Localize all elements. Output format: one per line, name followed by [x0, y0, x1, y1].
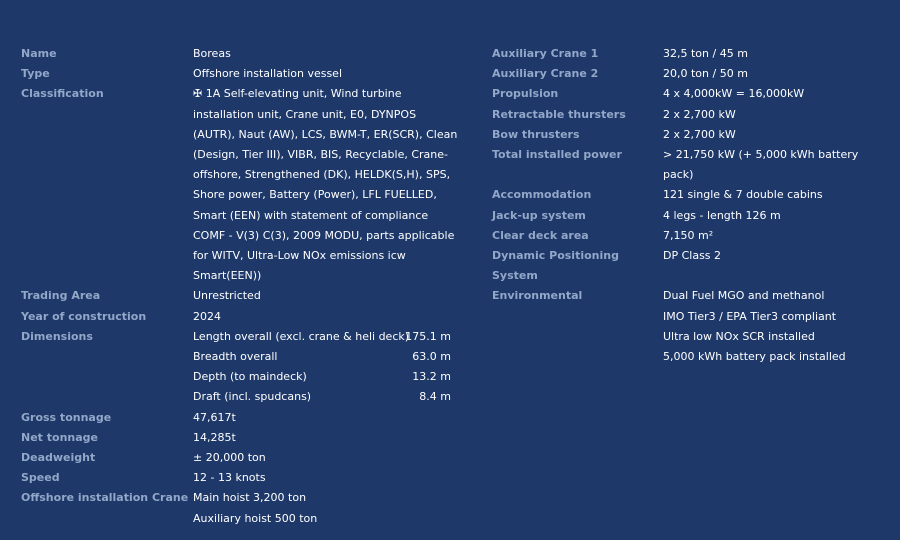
dimension-item — [193, 347, 459, 367]
row-installed-power — [492, 145, 892, 185]
year-value: 2024 — [193, 309, 221, 323]
dimension-label: Depth (to maindeck) — [193, 370, 307, 384]
bow-thrusters-label: Bow thrusters — [492, 127, 580, 141]
vessel-particulars-column — [21, 44, 461, 529]
aux-crane-1-value: 32,5 ton / 45 m — [663, 47, 748, 60]
row-net-tonnage — [21, 428, 461, 448]
offshore-crane-label: Offshore installation Crane — [21, 491, 189, 505]
row-classification — [21, 84, 461, 286]
row-deadweight — [21, 448, 461, 468]
row-offshore-crane — [21, 488, 461, 528]
row-accommodation — [492, 185, 892, 205]
dynamic-positioning-value: DP Class 2 — [663, 249, 722, 263]
trading-area-label: Trading Area — [21, 289, 101, 303]
dimension-label: Draft (incl. spudcans) — [193, 390, 312, 404]
aux-crane-2-label: Auxiliary Crane 2 — [492, 67, 599, 81]
deadweight-label: Deadweight — [21, 451, 96, 465]
environmental-item: Ultra low NOx SCR installed — [663, 329, 815, 343]
row-bow-thrusters — [492, 125, 892, 145]
offshore-crane-aux-hoist: Auxiliary hoist 500 ton — [193, 511, 318, 525]
row-clear-deck-area — [492, 226, 892, 246]
jackup-system-label: Jack-up system — [492, 208, 586, 222]
jackup-system-value: 4 legs - length 126 m — [663, 208, 781, 222]
dimension-value: 175.1 m — [405, 329, 451, 343]
environmental-item: IMO Tier3 / EPA Tier3 compliant — [663, 309, 837, 323]
retractable-thrusters-label: Retractable thursters — [492, 107, 626, 121]
row-dynamic-positioning — [492, 246, 892, 286]
classification-label: Classification — [21, 87, 104, 101]
type-value: Offshore installation vessel — [193, 67, 343, 81]
row-aux-crane-1 — [492, 44, 892, 64]
environmental-values — [663, 286, 846, 367]
gross-tonnage-label: Gross tonnage — [21, 410, 112, 424]
net-tonnage-value: 14,285t — [193, 430, 236, 444]
year-label: Year of construction — [21, 309, 147, 323]
type-label: Type — [21, 67, 50, 81]
bow-thrusters-value: 2 x 2,700 kW — [663, 127, 736, 141]
environmental-label: Environmental — [492, 289, 583, 303]
dimensions-list — [193, 327, 459, 408]
row-retractable-thrusters — [492, 105, 892, 125]
dimensions-label: Dimensions — [21, 329, 93, 343]
propulsion-label: Propulsion — [492, 87, 559, 101]
propulsion-value: 4 x 4,000kW = 16,000kW — [663, 87, 805, 101]
dimension-item — [193, 367, 459, 387]
row-gross-tonnage — [21, 408, 461, 428]
row-speed — [21, 468, 461, 488]
name-label: Name — [21, 47, 57, 60]
dimension-label: Breadth overall — [193, 350, 278, 364]
row-dimensions — [21, 327, 461, 408]
trading-area-value: Unrestricted — [193, 289, 261, 303]
speed-value: 12 - 13 knots — [193, 471, 266, 485]
dimension-value: 8.4 m — [419, 390, 451, 404]
row-aux-crane-2 — [492, 64, 892, 84]
clear-deck-area-value: 7,150 m² — [663, 228, 714, 242]
row-year — [21, 307, 461, 327]
row-propulsion — [492, 84, 892, 104]
accommodation-label: Accommodation — [492, 188, 592, 202]
installed-power-label: Total installed power — [492, 148, 622, 162]
installed-power-value: > 21,750 kW (+ 5,000 kWh battery pack) — [663, 148, 859, 182]
row-trading-area — [21, 286, 461, 306]
deadweight-value: ± 20,000 ton — [193, 451, 266, 465]
row-jackup-system — [492, 206, 892, 226]
offshore-crane-main-hoist: Main hoist 3,200 ton — [193, 491, 307, 505]
row-type — [21, 64, 461, 84]
classification-value: ✠ 1A Self-elevating unit, Wind turbine installation unit, Crane unit, E0, DYNPOS (AUTR), Naut (AW), LCS, BWM-T, ER(SCR), Clean (Design, Tier III), VIBR, BIS, Recyclable, Crane-offshore, Strengthened (DK), HELDK(S,H), SPS, Shore power, Battery (Power), LFL FUELLED, Smart (EEN) with statement of compliance COMF - V(3) C(3), 2009 MODU, parts applicable for WITV, Ultra-Low NOx emissions icw Smart(EEN)) — [193, 87, 458, 283]
offshore-crane-values — [193, 488, 459, 528]
vessel-equipment-column — [492, 44, 892, 367]
speed-label: Speed — [21, 471, 60, 485]
dimension-label: Length overall (excl. crane & heli deck) — [193, 329, 410, 343]
row-environmental — [492, 286, 892, 367]
dimension-item — [193, 327, 459, 347]
retractable-thrusters-value: 2 x 2,700 kW — [663, 107, 736, 121]
environmental-item: Dual Fuel MGO and methanol — [663, 289, 825, 303]
aux-crane-1-label: Auxiliary Crane 1 — [492, 47, 599, 60]
dimension-item — [193, 387, 459, 407]
accommodation-value: 121 single & 7 double cabins — [663, 188, 823, 202]
dimension-value: 13.2 m — [412, 370, 451, 384]
clear-deck-area-label: Clear deck area — [492, 228, 589, 242]
gross-tonnage-value: 47,617t — [193, 410, 236, 424]
row-name — [21, 44, 461, 64]
dynamic-positioning-label: Dynamic Positioning System — [492, 249, 619, 283]
environmental-item: 5,000 kWh battery pack installed — [663, 350, 846, 364]
name-value: Boreas — [193, 47, 231, 60]
aux-crane-2-value: 20,0 ton / 50 m — [663, 67, 748, 81]
dimension-value: 63.0 m — [412, 350, 451, 364]
net-tonnage-label: Net tonnage — [21, 430, 98, 444]
